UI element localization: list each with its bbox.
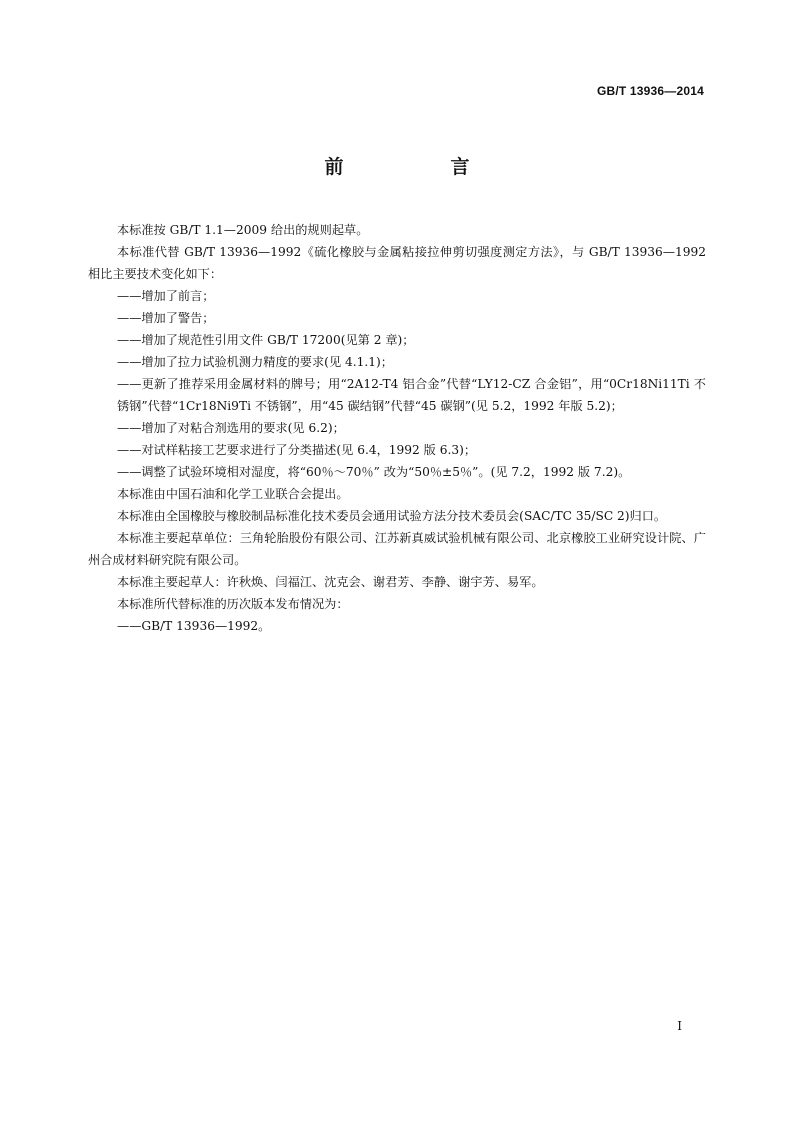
change-item: ——增加了规范性引用文件 GB/T 17200(见第 2 章)； (117, 333, 415, 347)
page-title: 前 言 (324, 156, 514, 178)
change-item: ——更新了推荐采用金属材料的牌号；用“2A12-T4 铝合金”代替“LY12-CZ 合金铝”，用“0Cr18Ni11Ti 不锈钢”代替“1Cr18Ni9Ti 不锈钢”，用“45 碳结钢”代替“45 碳钢”(见 5.2，1992 年版 5.2)； (117, 377, 706, 413)
standard-code: GB/T 13936—2014 (596, 84, 704, 98)
change-item: ——增加了警告； (117, 311, 215, 325)
paragraph-drafting-rules: 本标准按 GB/T 1.1—2009 给出的规则起草。 (117, 223, 369, 237)
document-body (88, 219, 706, 637)
history-item: ——GB/T 13936—1992。 (117, 619, 271, 633)
paragraph-history-intro: 本标准所代替标准的历次版本发布情况为： (117, 597, 349, 611)
change-item: ——增加了前言； (117, 289, 215, 303)
paragraph-drafters: 本标准主要起草人：许秋焕、闫福江、沈克会、谢君芳、李静、谢宇芳、易军。 (117, 575, 544, 589)
change-item: ——增加了对粘合剂选用的要求(见 6.2)； (117, 421, 345, 435)
page-number: I (677, 1019, 682, 1033)
paragraph-committee: 本标准由全国橡胶与橡胶制品标准化技术委员会通用试验方法分技术委员会(SAC/TC 35/SC 2)归口。 (117, 509, 667, 523)
paragraph-drafting-units: 本标准主要起草单位：三角轮胎股份有限公司、江苏新真威试验机械有限公司、北京橡胶工业研究设计院、广州合成材料研究院有限公司。 (88, 531, 706, 567)
change-item: ——对试样粘接工艺要求进行了分类描述(见 6.4，1992 版 6.3)； (117, 443, 477, 457)
paragraph-proposer: 本标准由中国石油和化学工业联合会提出。 (117, 487, 349, 501)
change-item: ——调整了试验环境相对湿度，将“60％～70％” 改为“50％±5％”。(见 7.2，1992 版 7.2)。 (117, 465, 631, 479)
paragraph-replacement: 本标准代替 GB/T 13936—1992《硫化橡胶与金属粘接拉伸剪切强度测定方法》，与 GB/T 13936—1992 相比主要技术变化如下： (88, 245, 706, 281)
change-item: ——增加了拉力试验机测力精度的要求(见 4.1.1)； (117, 355, 393, 369)
